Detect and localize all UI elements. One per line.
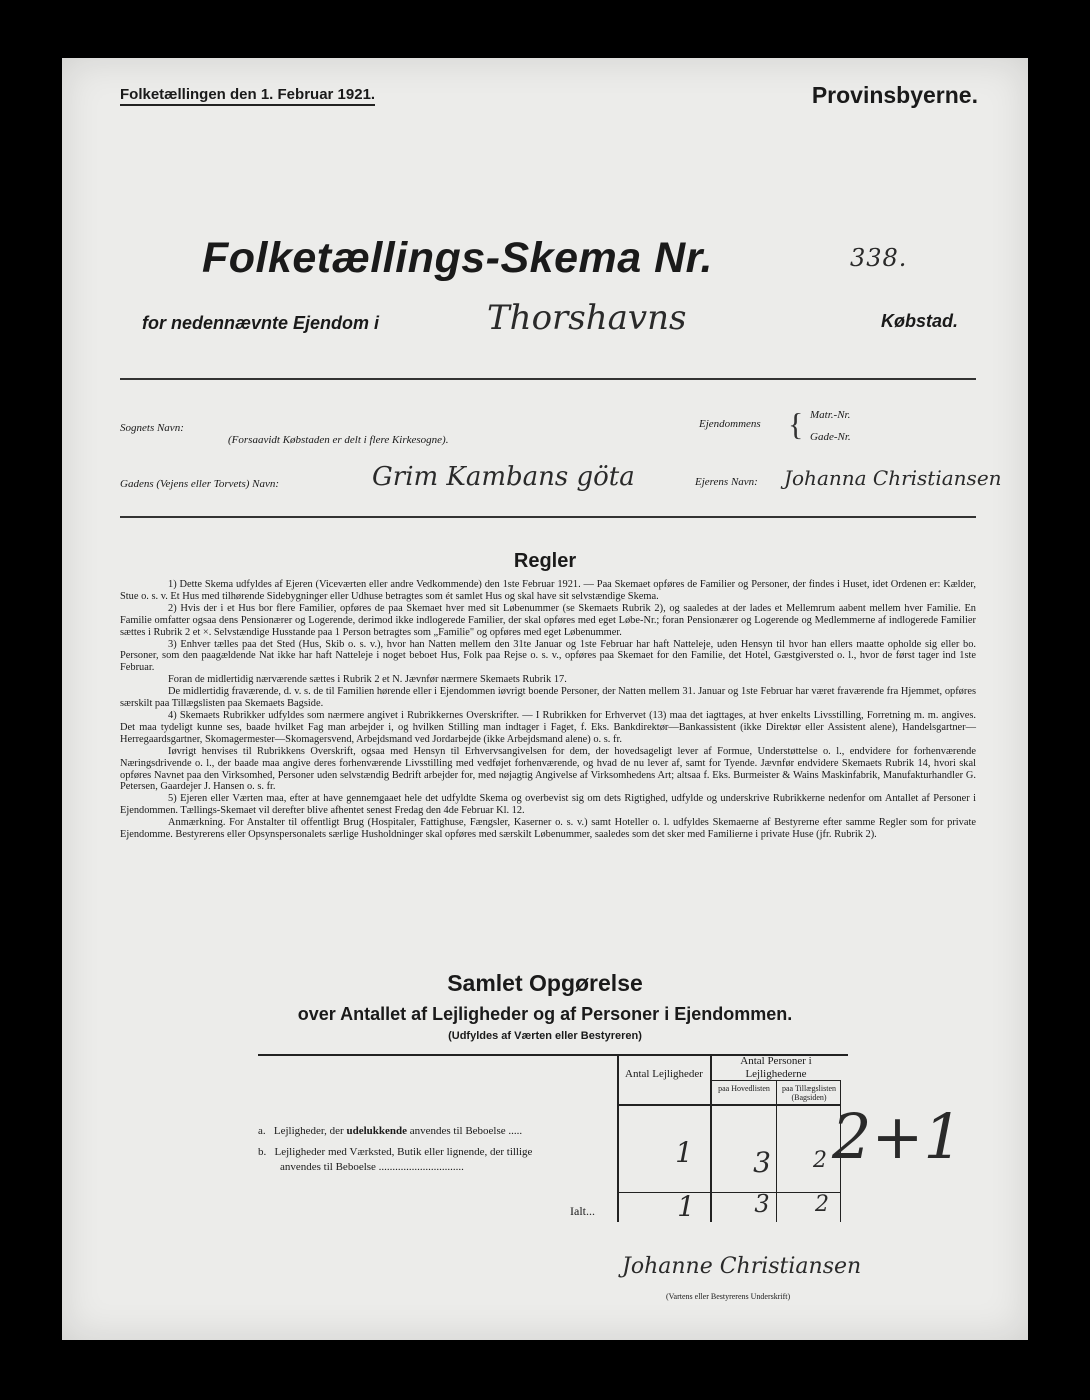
matr-label: Matr.-Nr. (810, 409, 851, 421)
parish-note: (Forsaavidt Købstaden er delt i flere Kirkesogne). (228, 434, 449, 446)
rule-paragraph: Anmærkning. For Anstalter til offentligt Brug (Hospitaler, Fattighuse, Fængsler, Kaserner o. s. v.) samt Hoteller o. l. udfyldes Skemaerne af Bestyrerne efter samme Regler som for private Ejendomme. Bestyrerens eller Opsynspersonalets særlige Husholdninger skal opføres med særskilt Løbenummer, saaledes som det sker med Familierne i private Huse (jfr. Rubrik 2). (120, 817, 976, 841)
divider-middle (120, 516, 976, 518)
row-a-label (258, 1125, 522, 1137)
divider-top (120, 378, 976, 380)
handwritten-total: 2+1 (832, 1100, 963, 1173)
signature: Johanne Christiansen (622, 1254, 862, 1279)
town-type: Købstad. (880, 311, 958, 331)
total-apartments: 1 (677, 1190, 695, 1223)
rule-paragraph: 1) Dette Skema udfyldes af Ejeren (Viceværten eller andre Vedkommende) den 1ste Februar 1921. — Paa Skemaet opføres de Familier og Personer, der findes i Huset, idet Ordenen er: Kælder, Stue o. s. v. Et Hus med tilhørende Sidebygninger eller Udhuse betragtes som ét samlet Hus og skal have sit selvstændige Skema. (120, 579, 976, 602)
census-date: Folketællingen den 1. Februar 1921. (120, 86, 375, 106)
summary-note: (Udfyldes af Værten eller Bestyreren) (448, 1030, 642, 1042)
rules-text (120, 579, 976, 841)
row-a-label-2: anvendes til Beboelse ..... (409, 1125, 523, 1137)
gade-label: Gade-Nr. (810, 431, 851, 443)
row-b-prefix: b. (258, 1146, 267, 1158)
table-header-rule (617, 1104, 841, 1106)
form-number: 338. (850, 244, 908, 272)
property-for-text: for nedennævnte Ejendom i (142, 313, 380, 333)
row-b-label (258, 1146, 532, 1158)
row-b-label-line1: Lejligheder med Værksted, Butik eller lignende, der tillige (274, 1146, 533, 1158)
ialt-label: Ialt... (570, 1204, 595, 1218)
rule-paragraph: De midlertidig fraværende, d. v. s. de til Familien hørende eller i Ejendommen iøvrigt boende Personer, der Natten mellem 31. Januar og 1ste Februar har været fraværende fra Hjemmet, opføres særskilt paa Tillægslisten paa Skemaets Bagside. (120, 686, 976, 710)
parish-label: Sognets Navn: (120, 422, 184, 434)
col-apartments-header: Antal Lejligheder (625, 1068, 703, 1080)
summary-subtitle: over Antallet af Lejligheder og af Personer i Ejendommen. (297, 1004, 793, 1024)
col-supp-list-header: paa Tillægslisten (Bagsiden) (781, 1084, 836, 1102)
row-b-apartments: 1 (675, 1136, 693, 1169)
table-vline-1 (617, 1054, 619, 1222)
rule-paragraph: Foran de midlertidig nærværende sættes i Rubrik 2 et N. Jævnfør nærmere Skemaets Rubrik 17. (168, 674, 567, 686)
total-supp: 2 (815, 1192, 829, 1217)
owner-value: Johanna Christiansen (784, 466, 1002, 490)
row-a-label-bold: udelukkende (346, 1125, 407, 1137)
form-title: Folketællings-Skema Nr. (202, 234, 713, 282)
property-label: Ejendommens (699, 418, 761, 430)
census-form-page (62, 58, 1028, 1340)
rule-paragraph: 4) Skemaets Rubrikker udfyldes som nærmere angivet i Rubrikkernes Overskrifter. — I Rubrikken for Erhvervet (13) maa det iagttages, at hver enkelts Livsstilling, Forretning m. m. angives. Det maa tydeligt kunne ses, baade hvilket Fag man arbejder i, og hvilken Stilling man indtager i Faget, f. Eks. Bankdirektør—Bankassistent (ikke Direktør eller Assistent alene), Handelsgartner—Herregaardsgartner, Skomagermester—Skomagersvend, Arbejdsmand ved Jordarbejde (ikke Arbejdsmand alene) o. s. fr. (120, 709, 976, 745)
street-label: Gadens (Vejens eller Torvets) Navn: (120, 478, 280, 490)
street-value: Grim Kambans göta (372, 462, 635, 492)
row-a-prefix: a. (258, 1125, 266, 1137)
region-label: Provinsbyerne. (811, 82, 978, 108)
rule-paragraph: 2) Hvis der i et Hus bor flere Familier, opføres de paa Skemaet hver med sit Løbenummer (se Skemaets Rubrik 2), og saaledes at der lades et Mellemrum aabent mellem hver Familie. En Familie omfatter ogsaa dens Pensionærer og Logerende, derimod ikke indlogerede Familier, der skal opføres med eget Løbe-Nr.; foran Pensionærer og Logerende og Medlemmerne af indlogerede Familier sættes i Rubrik 2 et ×. Selvstændige Husstande paa 1 Person betragtes som „Familie" og opføres med eget Løbenummer. (120, 602, 976, 638)
rule-paragraph: 5) Ejeren eller Værten maa, efter at have gennemgaaet hele det udfyldte Skema og overbevist sig om dets Rigtighed, udfylde og underskrive Rubrikkerne nedenfor om Antallet af Personer i Ejendommen. Tællings-Skemaet vil derefter blive afhentet senest Fredag den 4de Februar Kl. 12. (120, 793, 976, 817)
rule-paragraph: 3) Enhver tælles paa det Sted (Hus, Skib o. s. v.), hvor han Natten mellem den 31te Januar og 1ste Februar har haft Natteleje, uden Hensyn til hvor han ellers maatte opholde sig eller bo. Personer, som den paagældende Nat ikke har haft Natteleje i noget beboet Hus, Folk paa Rejse o. s. v., opføres paa Skemaet for den Familie, det Hotel, Gæstgiversted o. l., hvor de først tager ind 1ste Februar. (120, 638, 976, 674)
row-b-main: 3 (753, 1146, 771, 1179)
signature-caption: (Vartens eller Bestyrerens Underskrift) (666, 1292, 791, 1301)
total-main: 3 (754, 1190, 770, 1218)
town-name: Thorshavns (487, 298, 687, 338)
rules-title: Regler (513, 550, 577, 572)
row-b-supp: 2 (813, 1148, 827, 1173)
rule-paragraph: Iøvrigt henvises til Rubrikkens Overskrift, ogsaa med Hensyn til Erhvervsangivelsen for dem, der hovedsageligt lever af Formue, Understøttelse o. l., endvidere for forhenværende Næringsdrivende o. l., der baade maa angive deres forhenværende Livsstilling med vedføjet forhenværende, og hvad de nu lever af, samt for Tyende. Jævnfør endvidere Skemaets Rubrik 14, hvori skal opføres Navnet paa den Virksomhed, Personer uden selvstændig Bedrift arbejder for, med nøjagtig Angivelse af Virksomhedens Art; altsaa f. Eks. Burmeister & Wains Maskinfabrik, Manufakturhandler G. Petersen, Gaardejer J. Hansen o. s. fr. (120, 745, 976, 793)
summary-title: Samlet Opgørelse (447, 970, 643, 996)
row-a-label-1: Lejligheder, der (273, 1125, 344, 1137)
brace-icon: { (788, 406, 804, 442)
row-b-label-line2: anvendes til Beboelse ............................... (280, 1161, 464, 1173)
owner-label: Ejerens Navn: (695, 476, 758, 488)
col-main-list-header: paa Hovedlisten (718, 1084, 770, 1093)
col-persons-header: Antal Personer i Lejlighederne (740, 1055, 812, 1080)
